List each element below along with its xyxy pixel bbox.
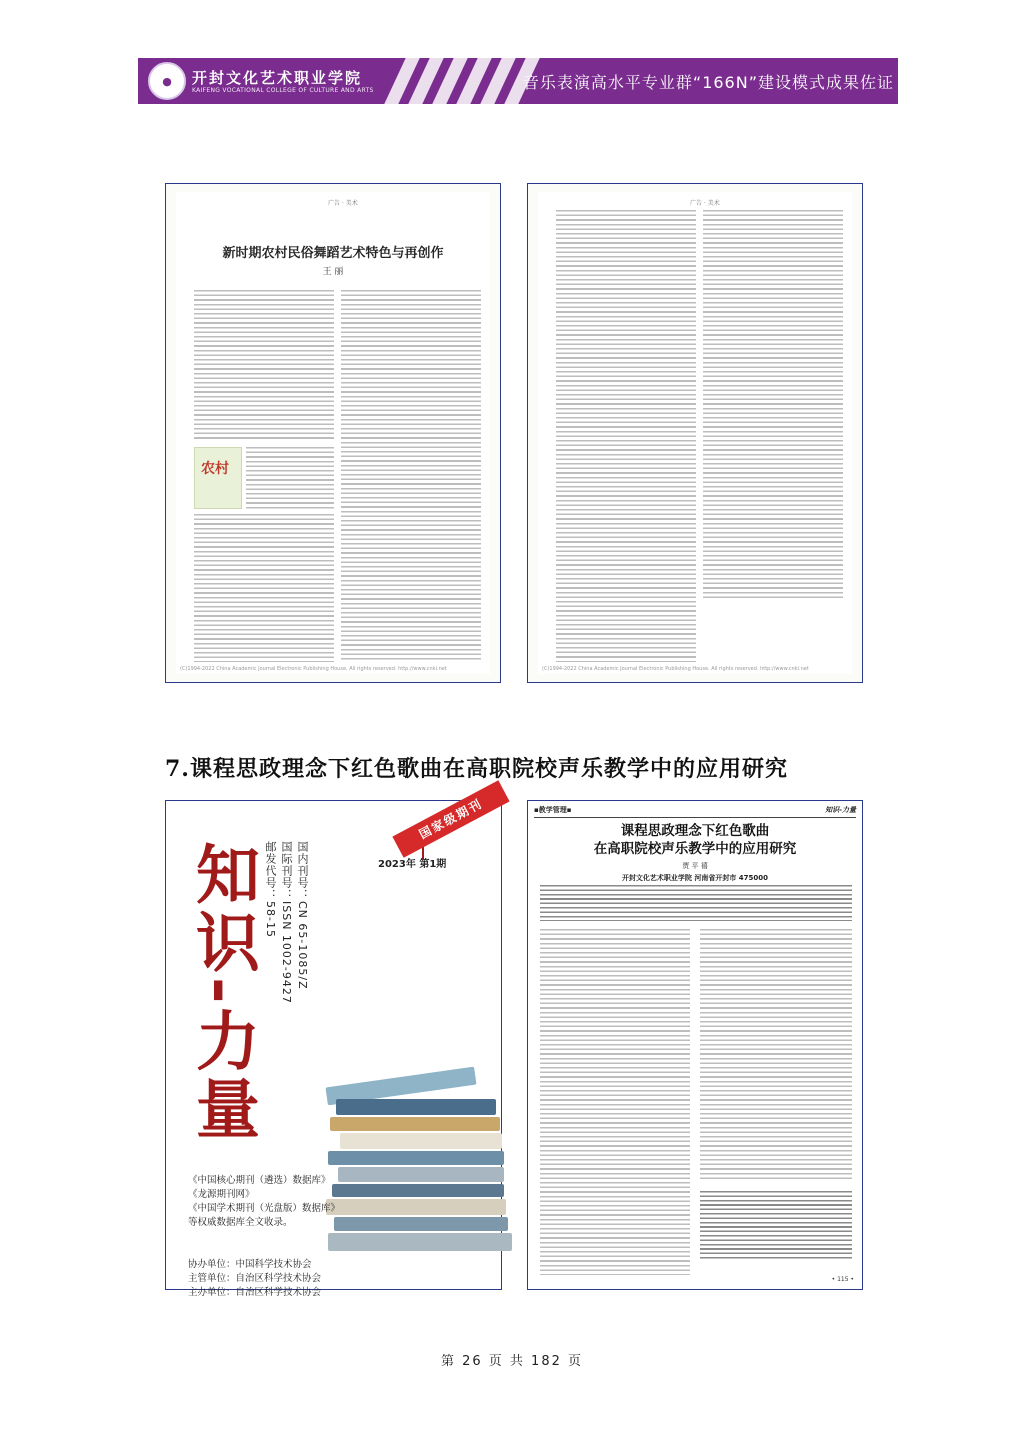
cover-organizations xyxy=(188,1258,321,1300)
header-banner xyxy=(0,58,1024,104)
cover-masthead: 知识-力量 xyxy=(185,841,260,1144)
cover-org-item: 主管单位：自治区科学技术协会 xyxy=(188,1273,322,1284)
article1-text-col2 xyxy=(341,290,481,662)
cover-database-item: 《中国核心期刊（遴选）数据库》 xyxy=(188,1175,331,1186)
article1-p2-text-col1 xyxy=(556,210,696,662)
cover-post-code: 邮发代号：58-15 xyxy=(264,841,277,938)
banner-stripes xyxy=(395,58,539,104)
article2-author: 贾 平 禧 xyxy=(682,862,708,870)
cover-org-item: 主办单位：自治区科学技术协会 xyxy=(188,1287,322,1298)
article2-title-line1: 课程思政理念下红色歌曲 xyxy=(620,823,770,839)
article1-page1-scan xyxy=(165,183,501,683)
article2-text-col2 xyxy=(700,929,852,1179)
article1-p2-text-col2 xyxy=(703,210,843,600)
article1-text-col1 xyxy=(194,290,334,440)
cover-database-item: 《龙源期刊网》 xyxy=(188,1189,255,1200)
article2-references xyxy=(700,1191,852,1261)
cover-issn: 国际刊号：ISSN 1002-9427 xyxy=(280,841,293,1004)
cover-database-list xyxy=(188,1174,340,1230)
article1-text-col1b xyxy=(194,514,334,662)
article2-page-number: • 115 • xyxy=(831,1276,854,1283)
article1-author: 王 丽 xyxy=(322,267,344,277)
cover-ribbon: 国家级期刊 xyxy=(392,780,509,858)
magazine-cover-scan xyxy=(165,796,502,1298)
cover-database-item: 《中国学术期刊（光盘版）数据库》 xyxy=(188,1203,341,1214)
book-stack-image xyxy=(326,1069,516,1259)
book-cover-thumbnail: 农村 xyxy=(194,447,242,509)
school-seal-icon: ● xyxy=(148,62,186,100)
article2-affiliation: 开封文化艺术职业学院 河南省开封市 475000 xyxy=(621,874,769,882)
page-header-tag: 广告 · 美术 xyxy=(690,200,720,207)
article1-page2-scan xyxy=(527,183,863,683)
article2-page-scan xyxy=(527,800,863,1290)
article2-journal-tag: 知识-力量 xyxy=(825,806,856,814)
page-header-tag: 广告 · 美术 xyxy=(328,200,358,207)
article2-abstract xyxy=(540,885,852,921)
article1-title: 新时期农村民俗舞蹈艺术特色与再创作 xyxy=(222,246,444,261)
scan-footer: (C)1994-2022 China Academic Journal Electronic Publishing House. All rights reserved. http://www.cnki.net xyxy=(542,666,809,672)
school-name-cn: 开封文化艺术职业学院 xyxy=(192,68,363,87)
cover-issue: 2023年 第1期 xyxy=(378,859,447,870)
scan-footer: (C)1994-2022 China Academic Journal Electronic Publishing House. All rights reserved. http://www.cnki.net xyxy=(180,666,447,672)
section-title: 7.课程思政理念下红色歌曲在高职院校声乐教学中的应用研究 xyxy=(165,756,788,782)
school-name-en: KAIFENG VOCATIONAL COLLEGE OF CULTURE AND ARTS xyxy=(192,86,374,94)
article2-section-tag: ▪教学管理▪ xyxy=(534,806,572,814)
header-rule xyxy=(534,817,856,818)
cover-database-item: 等权威数据库全文收录。 xyxy=(188,1217,293,1228)
header-slogan: 音乐表演高水平专业群“166N”建设模式成果佐证 xyxy=(522,73,894,92)
article2-title-line2: 在高职院校声乐教学中的应用研究 xyxy=(593,841,797,857)
cover-cn-number: 国内刊号：CN 65-1085/Z xyxy=(296,841,309,990)
cover-org-item: 协办单位：中国科学技术协会 xyxy=(188,1259,312,1270)
article1-text-wrap xyxy=(246,447,334,509)
article2-text-col1 xyxy=(540,929,690,1275)
page-number: 第 26 页 共 182 页 xyxy=(440,1354,584,1369)
